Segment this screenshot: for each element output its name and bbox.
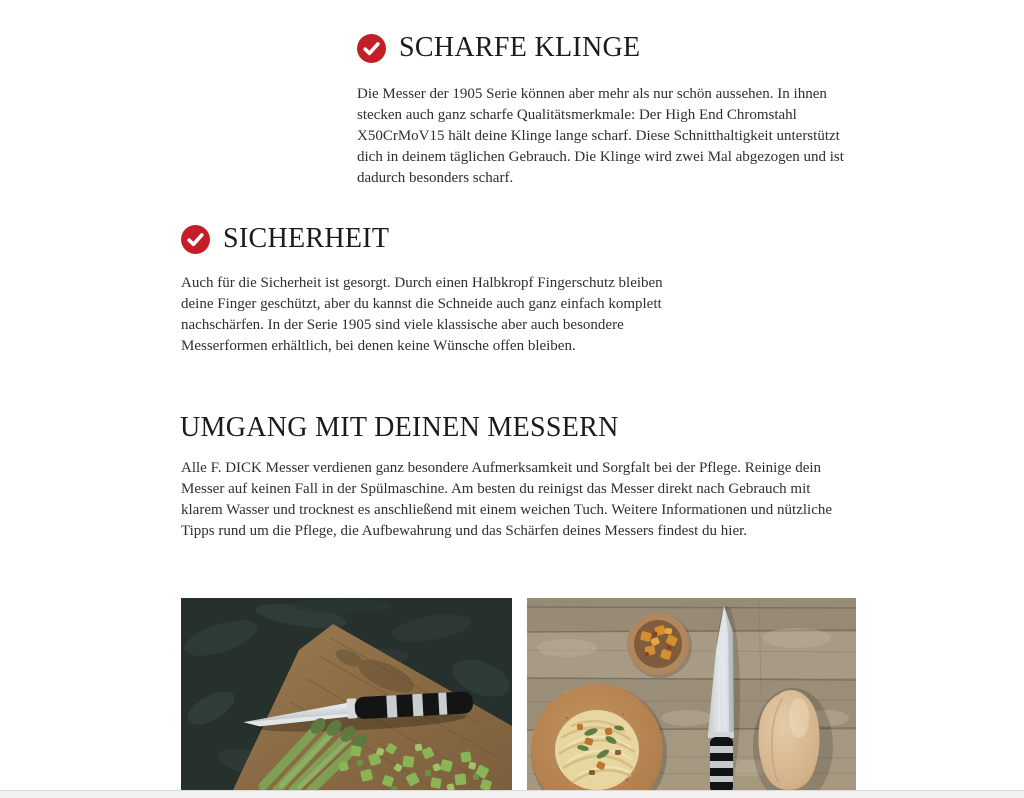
photo-chef-knife-scene bbox=[527, 598, 856, 790]
section-heading-umgang: UMGANG MIT DEINEN MESSERN bbox=[180, 412, 619, 443]
photo-paring-knife-cutting-board bbox=[181, 598, 512, 790]
section-paragraph-umgang: Alle F. DICK Messer verdienen ganz besondere Aufmerksamkeit und Sorgfalt bei der Pflege. Reinige dein Messer auf keinen Fall in der Spülmaschine. Am besten du reinigst das Messer direkt nach Gebrauch mit klarem Wasser und trocknest es anschließend mit einem weichen Tuch. Weitere Informationen und nützliche Tipps rund um die Pflege, die Aufbewahrung und das Schärfen deines Messers findest du hier. bbox=[181, 460, 833, 539]
section-paragraph-scharfe-klinge: Die Messer der 1905 Serie können aber mehr als nur schön aussehen. In ihnen stecken auch ganz scharfe Qualitätsmerkmale: Der High End Chromstahl X50CrMoV15 hält deine Klinge lange scharf. Diese Schnitthaltigkeit unterstützt dich in deinem täglichen Gebrauch. Die Klinge wird zwei Mal abgezogen und ist dadurch besonders scharf. bbox=[357, 86, 844, 186]
check-icon bbox=[357, 34, 386, 63]
section-scharfe-klinge-header bbox=[357, 33, 640, 63]
section-heading-scharfe-klinge: SCHARFE KLINGE bbox=[399, 32, 641, 63]
photo-paring-knife-scene bbox=[181, 598, 512, 790]
section-sicherheit-header bbox=[181, 224, 389, 254]
photo-chef-knife-pasta-table bbox=[527, 598, 856, 790]
check-icon bbox=[181, 225, 210, 254]
horizontal-scrollbar[interactable] bbox=[0, 790, 1024, 798]
section-paragraph-sicherheit: Auch für die Sicherheit ist gesorgt. Durch einen Halbkropf Fingerschutz bleiben deine Finger geschützt, aber du kannst die Schneide auch ganz einfach komplett nachschärfen. In der Serie 1905 sind viele klassische aber auch besondere Messerformen erhältlich, bei denen keine Wünsche offen bleiben. bbox=[181, 275, 663, 354]
section-heading-sicherheit: SICHERHEIT bbox=[223, 223, 390, 254]
